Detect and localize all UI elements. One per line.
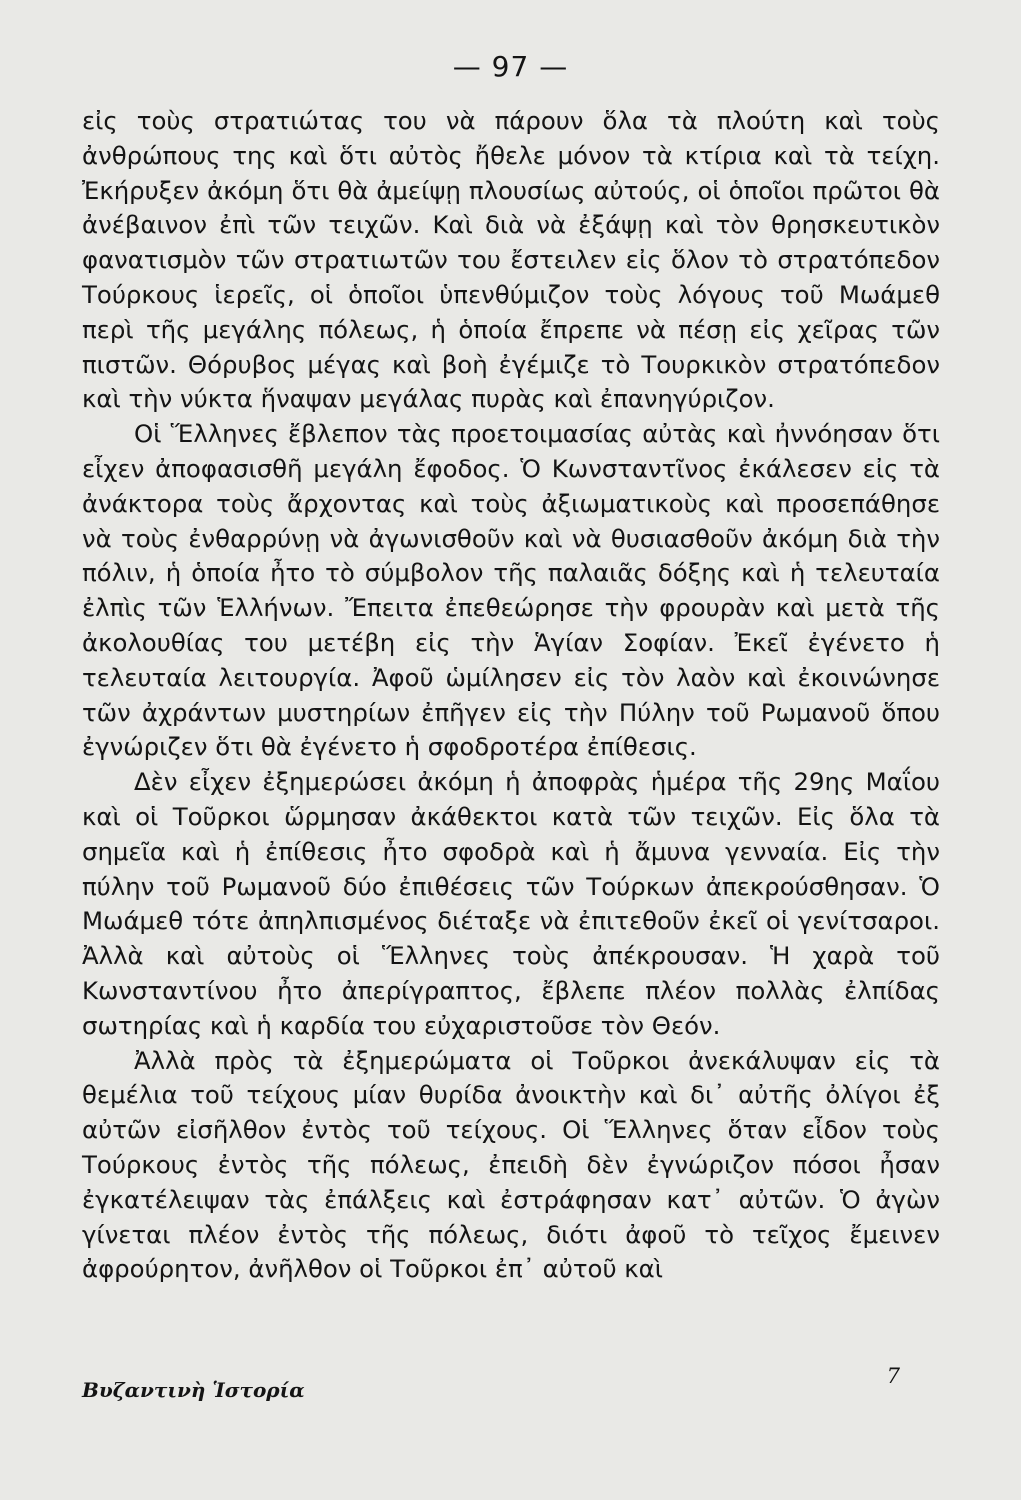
body-text: [82, 104, 940, 1287]
page-footer: [82, 1364, 940, 1418]
paragraph-2: Οἱ Ἕλληνες ἔβλεπον τὰς προετοιμασίας αὐτὰς καὶ ἠννόησαν ὅτι εἶχεν ἀποφασισθῆ μεγάλη ἔφοδος. Ὁ Κωνσταντῖνος ἐκάλεσεν εἰς τὰ ἀνάκτορα τοὺς ἄρχοντας καὶ τοὺς ἀξιωματικοὺς καὶ προσεπάθησε νὰ τοὺς ἐνθαρρύνῃ νὰ ἀγωνισθοῦν καὶ νὰ θυσιασθοῦν ἀκόμη διὰ τὴν πόλιν, ἡ ὁποία ἦτο τὸ σύμβολον τῆς παλαιᾶς δόξης καὶ ἡ τελευταία ἐλπὶς τῶν Ἑλλήνων. Ἔπειτα ἐπεθεώρησε τὴν φρουρὰν καὶ μετὰ τῆς ἀκολουθίας του μετέβη εἰς τὴν Ἁγίαν Σοφίαν. Ἐκεῖ ἐγένετο ἡ τελευταία λειτουργία. Ἀφοῦ ὡμίλησεν εἰς τὸν λαὸν καὶ ἐκοινώνησε τῶν ἀχράντων μυστηρίων ἐπῆγεν εἰς τὴν Πύλην τοῦ Ρωμανοῦ ὅπου ἐγνώριζεν ὅτι θὰ ἐγένετο ἡ σφοδροτέρα ἐπίθεσις.: [82, 419, 940, 762]
paragraph-3: Δὲν εἶχεν ἐξημερώσει ἀκόμη ἡ ἀποφρὰς ἡμέρα τῆς 29ης Μαΐου καὶ οἱ Τοῦρκοι ὥρμησαν ἀκάθεκτοι κατὰ τῶν τειχῶν. Εἰς ὅλα τὰ σημεῖα καὶ ἡ ἐπίθεσις ἦτο σφοδρὰ καὶ ἡ ἄμυνα γενναία. Εἰς τὴν πύλην τοῦ Ρωμανοῦ δύο ἐπιθέσεις τῶν Τούρκων ἀπεκρούσθησαν. Ὁ Μωάμεθ τότε ἀπηλπισμένος διέταξε νὰ ἐπιτεθοῦν ἐκεῖ οἱ γενίτσαροι. Ἀλλὰ καὶ αὐτοὺς οἱ Ἕλληνες τοὺς ἀπέκρουσαν. Ἡ χαρὰ τοῦ Κωνσταντίνου ἦτο ἀπερίγραπτος, ἔβλεπε πλέον πολλὰς ἐλπίδας σωτηρίας καὶ ἡ καρδία του εὐχαριστοῦσε τὸν Θεόν.: [82, 767, 940, 1040]
footer-book-title: Βυζαντινὴ Ἱστορία: [82, 1378, 305, 1402]
paragraph-4: Ἀλλὰ πρὸς τὰ ἐξημερώματα οἱ Τοῦρκοι ἀνεκάλυψαν εἰς τὰ θεμέλια τοῦ τείχους μίαν θυρίδα ἀνοικτὴν καὶ δι᾽ αὐτῆς ὀλίγοι ἐξ αὐτῶν εἰσῆλθον ἐντὸς τοῦ τείχους. Οἱ Ἕλληνες ὅταν εἶδον τοὺς Τούρκους ἐντὸς τῆς πόλεως, ἐπειδὴ δὲν ἐγνώριζον πόσοι ἦσαν ἐγκατέλειψαν τὰς ἐπάλξεις καὶ ἐστράφησαν κατ᾽ αὐτῶν. Ὁ ἀγὼν γίνεται πλέον ἐντὸς τῆς πόλεως, διότι ἀφοῦ τὸ τεῖχος ἔμεινεν ἀφρούρητον, ἀνῆλθον οἱ Τοῦρκοι ἐπ᾽ αὐτοῦ καὶ: [82, 1045, 940, 1284]
page-number: — 97 —: [452, 50, 569, 83]
footer-signature-mark: 7: [886, 1364, 900, 1388]
paragraph-1: εἰς τοὺς στρατιώτας του νὰ πάρουν ὅλα τὰ πλούτη καὶ τοὺς ἀνθρώπους της καὶ ὅτι αὐτὸς ἤθελε μόνον τὰ κτίρια καὶ τὰ τείχη. Ἐκήρυξεν ἀκόμη ὅτι θὰ ἀμείψῃ πλουσίως αὐτούς, οἱ ὁποῖοι πρῶτοι θὰ ἀνέβαινον ἐπὶ τῶν τειχῶν. Καὶ διὰ νὰ ἐξάψῃ καὶ τὸν θρησκευτικὸν φανατισμὸν τῶν στρατιωτῶν του ἔστειλεν εἰς ὅλον τὸ στρατόπεδον Τούρκους ἱερεῖς, οἱ ὁποῖοι ὑπενθύμιζον τοὺς λόγους τοῦ Μωάμεθ περὶ τῆς μεγάλης πόλεως, ἡ ὁποία ἔπρεπε νὰ πέσῃ εἰς χεῖρας τῶν πιστῶν. Θόρυβος μέγας καὶ βοὴ ἐγέμιζε τὸ Τουρκικὸν στρατόπεδον καὶ τὴν νύκτα ἥναψαν μεγάλας πυρὰς καὶ ἐπανηγύριζον.: [82, 106, 940, 414]
